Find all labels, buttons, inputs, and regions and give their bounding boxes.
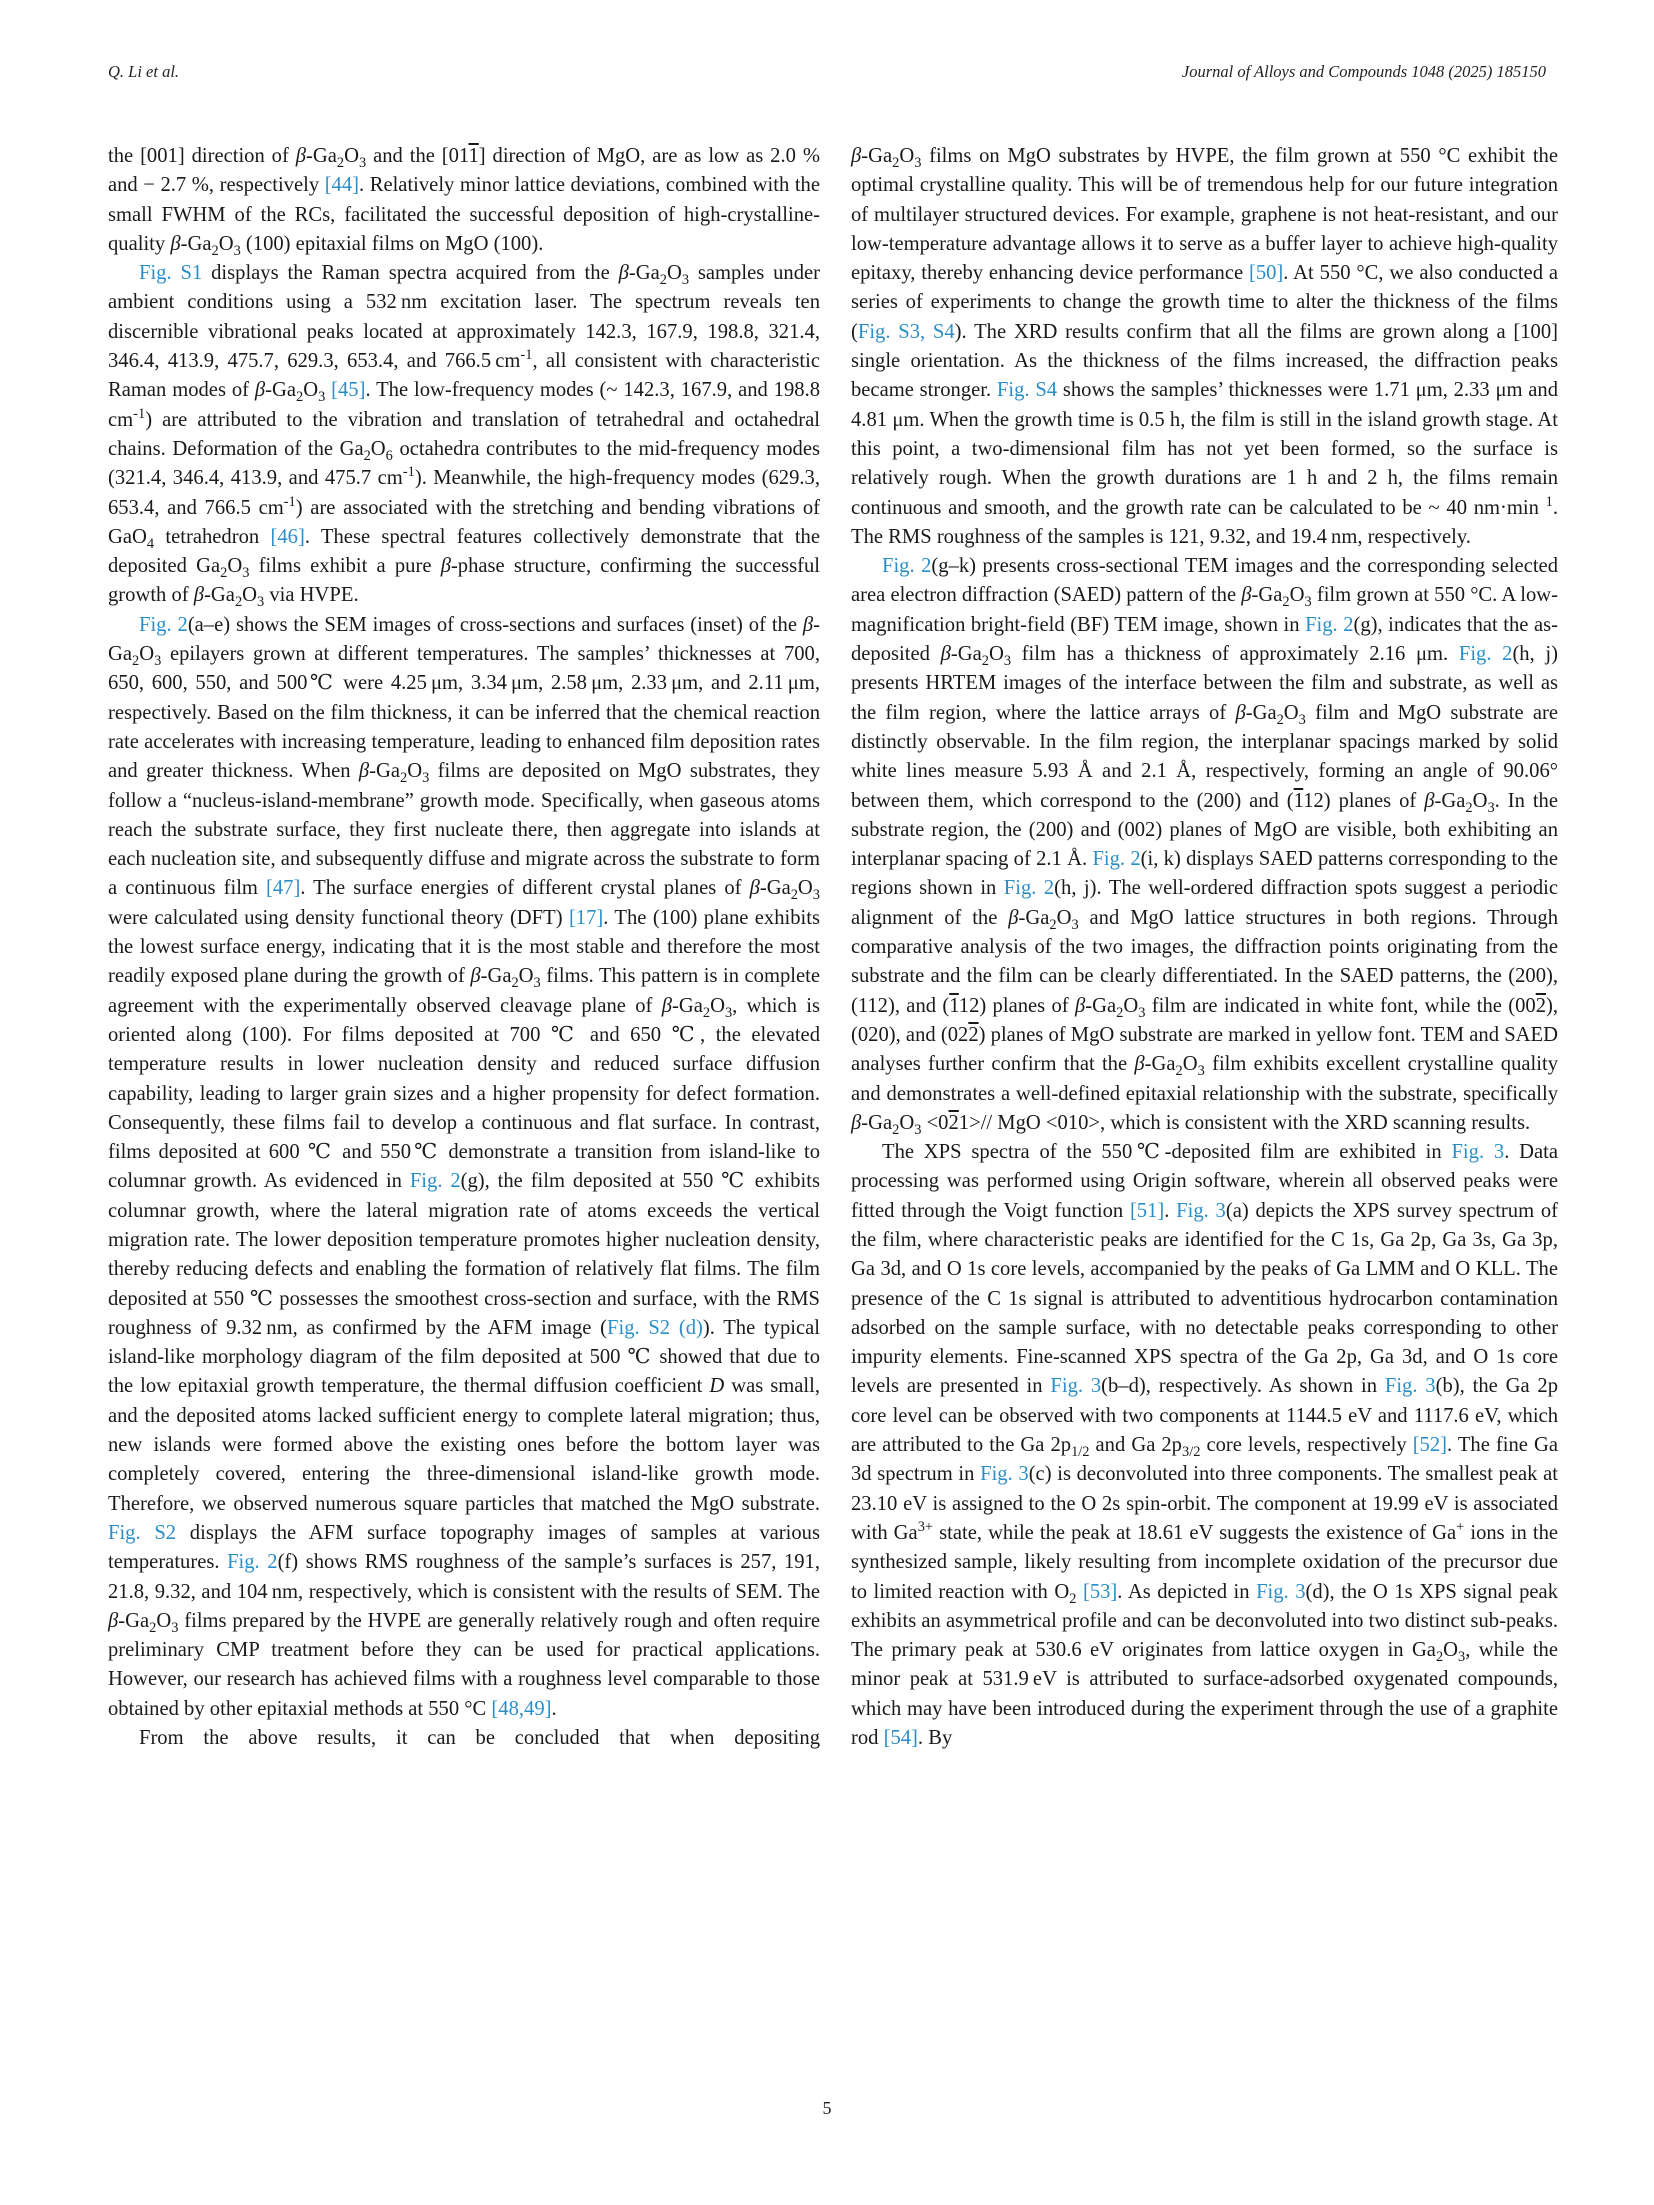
text-run: . The (100) plane exhibits the lowest surface energy, indicating that it is the most stable and therefore the most readily exposed plane during the growth of [108, 906, 820, 988]
paragraph [851, 552, 1558, 1138]
text-run: state, while the peak at 18.61 eV suggests the existence of Ga [933, 1521, 1457, 1544]
text-run: -Ga [759, 877, 791, 900]
superscript: -1 [133, 405, 146, 422]
text-run: O [218, 232, 234, 255]
text-run: 2 [968, 1023, 979, 1046]
text-run: . Data processing was performed using Origin software, wherein all observed peaks were fitted through the Voigt function [851, 1141, 1559, 1222]
text-run: 2 [948, 1111, 959, 1134]
text-run: ). The typical island-like morphology diagram of the film deposited at 500 ℃ showed that due to the low epitaxial growth temperature, the thermal diffusion coefficient [108, 1316, 820, 1398]
paragraph [108, 259, 820, 611]
text-run: . [1164, 1199, 1177, 1222]
text-run: octahedra contributes to the mid-frequency modes (321.4, 346.4, 413.9, and 475.7 cm [108, 437, 820, 490]
text-run: film are indicated in white font, while the (00 [1145, 994, 1536, 1017]
subscript: 2 [363, 448, 371, 465]
text-run: (a–e) shows the SEM images of cross-sections and surfaces (inset) of the [187, 613, 803, 636]
figure-link[interactable]: Fig. S2 (d) [607, 1316, 703, 1339]
subscript: 3 [154, 653, 162, 670]
text-run: samples under ambient conditions using a 532 nm excitation laser. The spectrum reveals ten discernible vibrational peaks located at approximately 142.3, 167.9, 198.8, 321.4, 346.4, 413.9, 475.7, 629.3, 653.4, and 766.5 cm [108, 262, 820, 373]
text-run: O [1182, 1053, 1198, 1076]
superscript: -1 [520, 347, 533, 364]
text-run: ). Meanwhile, the high-frequency modes (629.3, 653.4, and 766.5 cm [108, 467, 820, 519]
subscript: 2 [220, 565, 228, 582]
superscript: + [1456, 1519, 1465, 1536]
text-run: -Ga [480, 965, 512, 988]
citation-link[interactable]: [45] [331, 379, 366, 402]
text-run: -Ga [1085, 994, 1117, 1017]
italic-symbol: β [618, 262, 629, 285]
text-run: . The fine Ga 3d spectrum in [851, 1434, 1558, 1486]
text-run: -Ga [306, 145, 337, 167]
citation-link[interactable]: [46] [270, 525, 305, 548]
italic-symbol: β [1424, 789, 1435, 812]
text-run: O [227, 555, 243, 578]
text-run: -Ga [1245, 701, 1277, 724]
italic-symbol: β [749, 877, 760, 900]
subscript: 2 [892, 1121, 900, 1138]
text-run: (i, k) displays SAED patterns corresponding to the regions shown in [851, 848, 1558, 900]
subscript: 3 [1071, 916, 1079, 933]
text-run: (g), indicates that the as-deposited [851, 613, 1558, 666]
text-run: O [899, 1111, 915, 1134]
text-run: films prepared by the HVPE are generally relatively rough and often require preliminary CMP treatment before they can be used for practical applications. However, our research has achieved films with a roughness level comparable to those obtained by other epitaxial methods at 550 °C [108, 1609, 820, 1720]
subscript: 2 [1435, 1649, 1444, 1666]
text-run: -Ga [1434, 789, 1466, 812]
text-run: -Ga [118, 1609, 150, 1632]
citation-link[interactable]: [50] [1248, 262, 1284, 285]
citation-link[interactable]: [47] [266, 877, 301, 900]
paragraph [108, 142, 820, 259]
text-run: ), (020), and (02 [851, 994, 1558, 1046]
text-run: . The RMS roughness of the samples is 121, 9.32, and 19.4 nm, respectively. [851, 496, 1558, 548]
paragraph [851, 142, 1558, 552]
author-running-head: Q. Li et al. [108, 62, 180, 81]
text-run: -Ga [628, 262, 660, 285]
text-run: 2 [1535, 994, 1546, 1017]
text-run: -Ga [265, 379, 296, 402]
text-run: -Ga [204, 584, 235, 607]
text-run: -Ga [1251, 584, 1283, 607]
text-run: (b–d), respectively. As shown in [1101, 1375, 1385, 1398]
superscript: 3+ [917, 1519, 934, 1536]
subscript: 2 [1175, 1063, 1183, 1080]
subscript: 2 [892, 155, 900, 172]
text-run: O [1283, 701, 1299, 724]
subscript: 3 [242, 565, 250, 582]
text-run: O [899, 145, 915, 167]
text-run: -Ga [180, 232, 212, 255]
text-run: O [303, 379, 319, 402]
figure-link[interactable]: Fig. 3 [1176, 1199, 1226, 1222]
subscript: 2 [790, 887, 798, 904]
figure-link[interactable]: Fig. 2 [1003, 877, 1055, 900]
subscript: 2 [1465, 799, 1473, 816]
subscript: 3 [318, 389, 326, 406]
subscript: 3 [171, 1619, 179, 1636]
text-run: -Ga [1018, 906, 1050, 929]
text-run: ). The XRD results confirm that all the films are grown along a [100] single orientation. As the thickness of the films increased, the diffraction peaks became stronger. [851, 320, 1558, 402]
text-run: O [156, 1609, 172, 1632]
subscript: 3 [1003, 653, 1012, 670]
text-run: via HVPE. [264, 584, 359, 607]
text-run: O [139, 643, 155, 666]
text-run: -Ga [671, 994, 703, 1017]
text-run: O [407, 760, 423, 783]
text-run: <0 [921, 1111, 949, 1134]
subscript: 3 [1197, 1063, 1205, 1080]
text-run: O [1123, 994, 1139, 1017]
subscript: 2 [295, 389, 304, 406]
figure-link[interactable]: Fig. 3 [980, 1463, 1029, 1486]
text-run: were calculated using density functional theory (DFT) [108, 906, 569, 929]
italic-symbol: β [470, 965, 481, 988]
figure-link[interactable]: Fig. S3, S4 [857, 320, 955, 343]
superscript: 1 [1545, 493, 1553, 510]
figure-link[interactable]: Fig. 2 [1305, 613, 1354, 636]
figure-link[interactable]: Fig. S1 [139, 262, 203, 285]
text-run: (f) shows RMS roughness of the sample’s surfaces is 257, 191, 21.8, 9.32, and 104 nm, respectively, which is consistent with the results of SEM. The [108, 1551, 820, 1603]
text-run: films are deposited on MgO substrates, they follow a “nucleus-island-membrane” growth mode. Specifically, when gaseous atoms reach the substrate surface, they first nucleate there, then aggregate into islands at each nucleation site, and subsequently diffuse and migrate across the substrate to form a continuous film [108, 760, 820, 900]
text-run: (100) epitaxial films on MgO (100). [240, 232, 544, 255]
figure-link[interactable]: Fig. 2 [882, 555, 932, 578]
text-run: and MgO lattice structures in both regions. Through comparative analysis of the two images, the diffraction points originating from the substrate and the film can be clearly differentiated. In the SAED patterns, the (200), (112), and ( [851, 906, 1558, 1017]
subscript: 3 [422, 770, 430, 787]
text-run: was small, and the deposited atoms lacked sufficient energy to complete lateral migration; thus, new islands were formed above the existing ones before the bottom layer was completely covered, entering the three-dimensional island-like growth mode. Therefore, we observed numerous square particles that matched the MgO substrate. [108, 1375, 820, 1515]
text-run: From the above results, it can be concluded that when depositing [139, 1727, 820, 1750]
italic-symbol: β [1134, 1053, 1145, 1076]
text-run: . The low-frequency modes (~ 142.3, 167.9, and 198.8 cm [108, 379, 821, 431]
subscript: 2 [1049, 916, 1057, 933]
subscript: 3 [1138, 1004, 1146, 1021]
figure-link[interactable]: Fig. 3 [1451, 1141, 1505, 1164]
text-run: 1 [949, 994, 959, 1017]
text-run: 1>// MgO <010>, which is consistent with the XRD scanning results. [958, 1111, 1531, 1134]
page-number: 5 [822, 2098, 832, 2118]
subscript: 2 [702, 1004, 711, 1021]
subscript: 2 [211, 243, 219, 259]
text-run: 1 [1293, 789, 1304, 812]
subscript: 2 [234, 594, 243, 611]
citation-link[interactable]: [17] [568, 906, 604, 929]
subscript: 3 [812, 887, 820, 904]
citation-link[interactable]: [48,49] [491, 1697, 552, 1720]
subscript: 2 [149, 1619, 157, 1636]
text-run: -phase structure, confirming the successful growth of [108, 555, 820, 607]
text-run: . At 550 °C, we also conducted a series of experiments to change the growth time to alter the thickness of the films ( [851, 262, 1559, 343]
italic-symbol: β [295, 145, 307, 167]
subscript: 3/2 [1181, 1444, 1201, 1461]
italic-symbol: β [440, 555, 451, 578]
text-run: O [518, 965, 534, 988]
text-run: film has a thickness of approximately 2.16 μm. [1011, 643, 1459, 666]
text-run: . In the substrate region, the (200) and (002) planes of MgO are visible, both exhibiting an interplanar spacing of 2.1 Å. [851, 789, 1558, 871]
subscript: 2 [1069, 1590, 1077, 1607]
subscript: 2 [1116, 1004, 1124, 1021]
figure-link[interactable]: Fig. 2 [1458, 643, 1513, 666]
text-run: 12) planes of [958, 994, 1075, 1017]
italic-symbol: D [709, 1375, 725, 1398]
italic-symbol: β [358, 760, 370, 783]
text-run: -Ga [108, 613, 820, 666]
text-run: , all consistent with characteristic Raman modes of [108, 350, 820, 402]
text-run: O [1056, 906, 1072, 929]
text-run: -Ga [950, 643, 982, 666]
italic-symbol: β [193, 584, 205, 607]
text-run: . The surface energies of different crystal planes of [300, 877, 750, 900]
text-run: tetrahedron [154, 525, 271, 548]
text-run: core levels, respectively [1200, 1434, 1413, 1457]
journal-running-head: Journal of Alloys and Compounds 1048 (2025) 185150 [1181, 62, 1546, 81]
subscript: 1/2 [1071, 1444, 1090, 1461]
text-run: . These spectral features collectively demonstrate that the deposited Ga [108, 525, 820, 578]
figure-link[interactable]: Fig. 3 [1050, 1375, 1102, 1398]
citation-link[interactable]: [51] [1129, 1199, 1165, 1222]
text-run: 12) planes of [1303, 789, 1425, 812]
text-run: epilayers grown at different temperatures. The samples’ thicknesses at 700, 650, 600, 550, and 500℃ were 4.25 μm, 3.34 μm, 2.58 μm, 2.33 μm, and 2.11 μm, respectively. Based on the film thickness, it can be inferred that the chemical reaction rate accelerates with increasing temperature, leading to enhanced film deposition rates and greater thickness. When [108, 643, 820, 783]
figure-link[interactable]: Fig. 3 [1384, 1375, 1436, 1398]
superscript: -1 [402, 464, 415, 481]
text-run: films exhibit a pure [249, 555, 441, 578]
citation-link[interactable]: [54] [883, 1727, 918, 1750]
italic-symbol: β [1008, 906, 1019, 929]
text-run: -Ga [1144, 1053, 1176, 1076]
subscript: 3 [233, 243, 241, 259]
text-run: film grown at 550 °C. A low-magnification bright-field (BF) TEM image, shown in [851, 584, 1558, 636]
text-run: films on MgO substrates by HVPE, the film grown at 550 °C exhibit the optimal crystalline quality. This will be of tremendous help for our future integration of multilayer structured devices. For example, graphene is not heat-resistant, and our low-temperature advantage allows it to serve as a buffer layer to achieve high-quality epitaxy, thereby enhancing device performance [851, 145, 1558, 285]
text-run: and Ga 2p [1089, 1434, 1182, 1457]
text-run: displays the AFM surface topography images of samples at various temperatures. [108, 1521, 820, 1574]
figure-link[interactable]: Fig. 2 [139, 613, 188, 636]
citation-link[interactable]: [52] [1412, 1434, 1448, 1457]
text-run: O [242, 584, 258, 607]
text-run: . [551, 1697, 557, 1720]
paragraph [108, 1724, 820, 1753]
italic-symbol: β [802, 613, 814, 636]
text-run: (g–k) presents cross-sectional TEM images and the corresponding selected area electron diffraction (SAED) pattern of the [851, 555, 1558, 607]
subscript: 3 [914, 1121, 922, 1138]
text-run: film and MgO substrate are distinctly observable. In the film region, the interplanar spacings marked by solid white lines measure 5.93 Å and 2.1 Å, respectively, forming an angle of 90.06° between them, which correspond to the (200) and ( [851, 701, 1558, 812]
text-run: ) planes of MgO substrate are marked in yellow font. TEM and SAED analyses further confirm that the [851, 1023, 1558, 1076]
paragraph [851, 1138, 1558, 1753]
italic-symbol: β [254, 379, 266, 402]
text-run: O [797, 877, 813, 900]
paragraph [108, 611, 820, 1724]
italic-symbol: β [1241, 584, 1252, 607]
text-run: (b), the Ga 2p core level can be observed with two components at 1144.5 eV and 1117.6 eV, which are attributed to the Ga 2p [851, 1375, 1559, 1457]
italic-symbol: β [851, 145, 862, 167]
text-run: (d), the O 1s XPS signal peak exhibits an asymmetrical profile and can be deconvoluted into two distinct sub-peaks. The primary peak at 530.6 eV originates from lattice oxygen in Ga [851, 1580, 1558, 1662]
subscript: 3 [533, 975, 541, 992]
italic-symbol: β [851, 1111, 862, 1134]
text-run: the [001] direction of [108, 145, 296, 167]
figure-link[interactable]: Fig. 2 [409, 1170, 461, 1193]
italic-symbol: β [1235, 701, 1246, 724]
text-run: shows the samples’ thicknesses were 1.71 μm, 2.33 μm and 4.81 μm. When the growth time is 0.5 h, the film is still in the island growth stage. At this point, a two-dimensional film has not yet been formed, so the surface is relatively rough. When the growth durations are 1 h and 2 h, the films remain continuous and smooth, and the growth rate can be calculated to be ~ 40 nm·min [851, 379, 1559, 519]
subscript: 2 [1276, 711, 1284, 728]
text-run: O [370, 437, 386, 460]
subscript: 3 [257, 594, 265, 611]
text-run: -Ga [861, 145, 893, 167]
figure-link[interactable]: Fig. S2 [108, 1521, 177, 1544]
text-run: film exhibits excellent crystalline quality and demonstrates a well-defined epitaxial relationship with the substrate, specifically [851, 1053, 1558, 1105]
text-run: O [666, 262, 682, 285]
text-run: O [1289, 584, 1305, 607]
figure-link[interactable]: Fig. 3 [1256, 1580, 1306, 1603]
subscript: 2 [132, 653, 140, 670]
figure-link[interactable]: Fig. 2 [227, 1551, 278, 1574]
subscript: 3 [681, 272, 690, 289]
italic-symbol: β [940, 643, 951, 666]
subscript: 3 [1304, 594, 1312, 611]
text-run: ions in the synthesized sample, likely resulting from incomplete oxidation of the precursor due to limited reaction with O [851, 1521, 1559, 1603]
text-run: 1 [468, 145, 479, 167]
citation-link[interactable]: [53] [1082, 1580, 1118, 1603]
text-run: ] direction of MgO, are as low as 2.0 % and − 2.7 %, respectively [108, 145, 820, 197]
figure-link[interactable]: Fig. 2 [1092, 848, 1141, 871]
subscript: 2 [511, 975, 519, 992]
text-run: (c) is deconvoluted into three components. The smallest peak at 23.10 eV is assigned to the O 2s spin-orbit. The component at 19.99 eV is associated with Ga [851, 1463, 1558, 1544]
italic-symbol: β [1074, 994, 1086, 1017]
text-run: displays the Raman spectra acquired from the [202, 262, 619, 285]
right-column [851, 142, 1558, 1753]
subscript: 6 [385, 448, 393, 465]
text-run: ) are associated with the stretching and bending vibrations of GaO [108, 496, 820, 548]
text-run: -Ga [861, 1111, 893, 1134]
text-run: ) are attributed to the vibration and translation of tetrahedral and octahedral chains. Deformation of the Ga [108, 408, 820, 460]
text-run: O [344, 145, 359, 167]
text-run: O [988, 643, 1004, 666]
italic-symbol: β [170, 232, 181, 255]
subscript: 3 [724, 1004, 733, 1021]
text-run: The XPS spectra of the 550℃-deposited film are exhibited in [882, 1141, 1452, 1164]
text-run: . By [917, 1727, 953, 1750]
superscript: -1 [283, 493, 296, 510]
text-run: (a) depicts the XPS survey spectrum of the film, where characteristic peaks are identified for the C 1s, Ga 2p, Ga 3s, Ga 3p, Ga 3d, and O 1s core levels, accompanied by the peaks of Ga LMM and O KLL. The presence of the C 1s signal is attributed to adventitious hydrocarbon contamination adsorbed on the sample surface, with no detectable peaks corresponding to other impurity elements. Fine-scanned XPS spectra of the Ga 2p, Ga 3d, and O 1s core levels are presented in [851, 1199, 1559, 1398]
text-run: , which is oriented along (100). For films deposited at 700 ℃ and 650 ℃, the elevated temperature results in lower nucleation density and reduced surface diffusion capability, leading to larger grain sizes and a higher propensity for defect formation. Consequently, these films fail to develop a continuous and flat surface. In contrast, films deposited at 600 ℃ and 550℃ demonstrate a transition from island-like to columnar growth. As evidenced in [108, 994, 820, 1193]
subscript: 3 [1487, 799, 1495, 816]
subscript: 2 [336, 155, 345, 172]
subscript: 2 [981, 653, 989, 670]
italic-symbol: β [661, 994, 672, 1017]
text-run: and the [01 [366, 145, 469, 167]
text-run: O [1443, 1639, 1459, 1662]
text-run: . As depicted in [1117, 1580, 1257, 1603]
subscript: 4 [146, 535, 155, 552]
subscript: 3 [914, 155, 922, 172]
text-run: -Ga [369, 760, 400, 783]
subscript: 3 [358, 155, 367, 172]
text-run: (h, j). The well-ordered diffraction spots suggest a periodic alignment of the [851, 877, 1558, 929]
text-run: . Relatively minor lattice deviations, combined with the small FWHM of the RCs, facilitated the successful deposition of high-crystalline-quality [108, 174, 820, 255]
subscript: 2 [659, 272, 667, 289]
citation-link[interactable]: [44] [324, 174, 359, 197]
figure-link[interactable]: Fig. S4 [996, 379, 1058, 402]
text-run: (h, j) presents HRTEM images of the interface between the film and substrate, as well as the film region, where the lattice arrays of [851, 643, 1558, 724]
subscript: 3 [1298, 711, 1306, 728]
text-run: O [710, 994, 725, 1017]
text-run: (g), the film deposited at 550 ℃ exhibits columnar growth, where the lateral migration rate of atoms exceeds the vertical migration rate. The lower deposition temperature promotes higher nucleation density, thereby reducing defects and enabling the formation of relatively flat films. The film deposited at 550 ℃ possesses the smoothest cross-section and surface, with the RMS roughness of 9.32 nm, as confirmed by the AFM image ( [108, 1170, 820, 1339]
running-header [108, 62, 1546, 86]
left-column [108, 142, 820, 1753]
subscript: 2 [400, 770, 408, 787]
subscript: 3 [1458, 1649, 1466, 1666]
text-run: films. This pattern is in complete agreement with the experimentally observed cleavage plane of [108, 965, 820, 1017]
text-run: , while the minor peak at 531.9 eV is attributed to surface-adsorbed oxygenated compounds, which may have been introduced during the experiment through the use of a graphite rod [851, 1639, 1558, 1750]
italic-symbol: β [108, 1609, 119, 1632]
text-run: O [1472, 789, 1488, 812]
subscript: 2 [1282, 594, 1290, 611]
